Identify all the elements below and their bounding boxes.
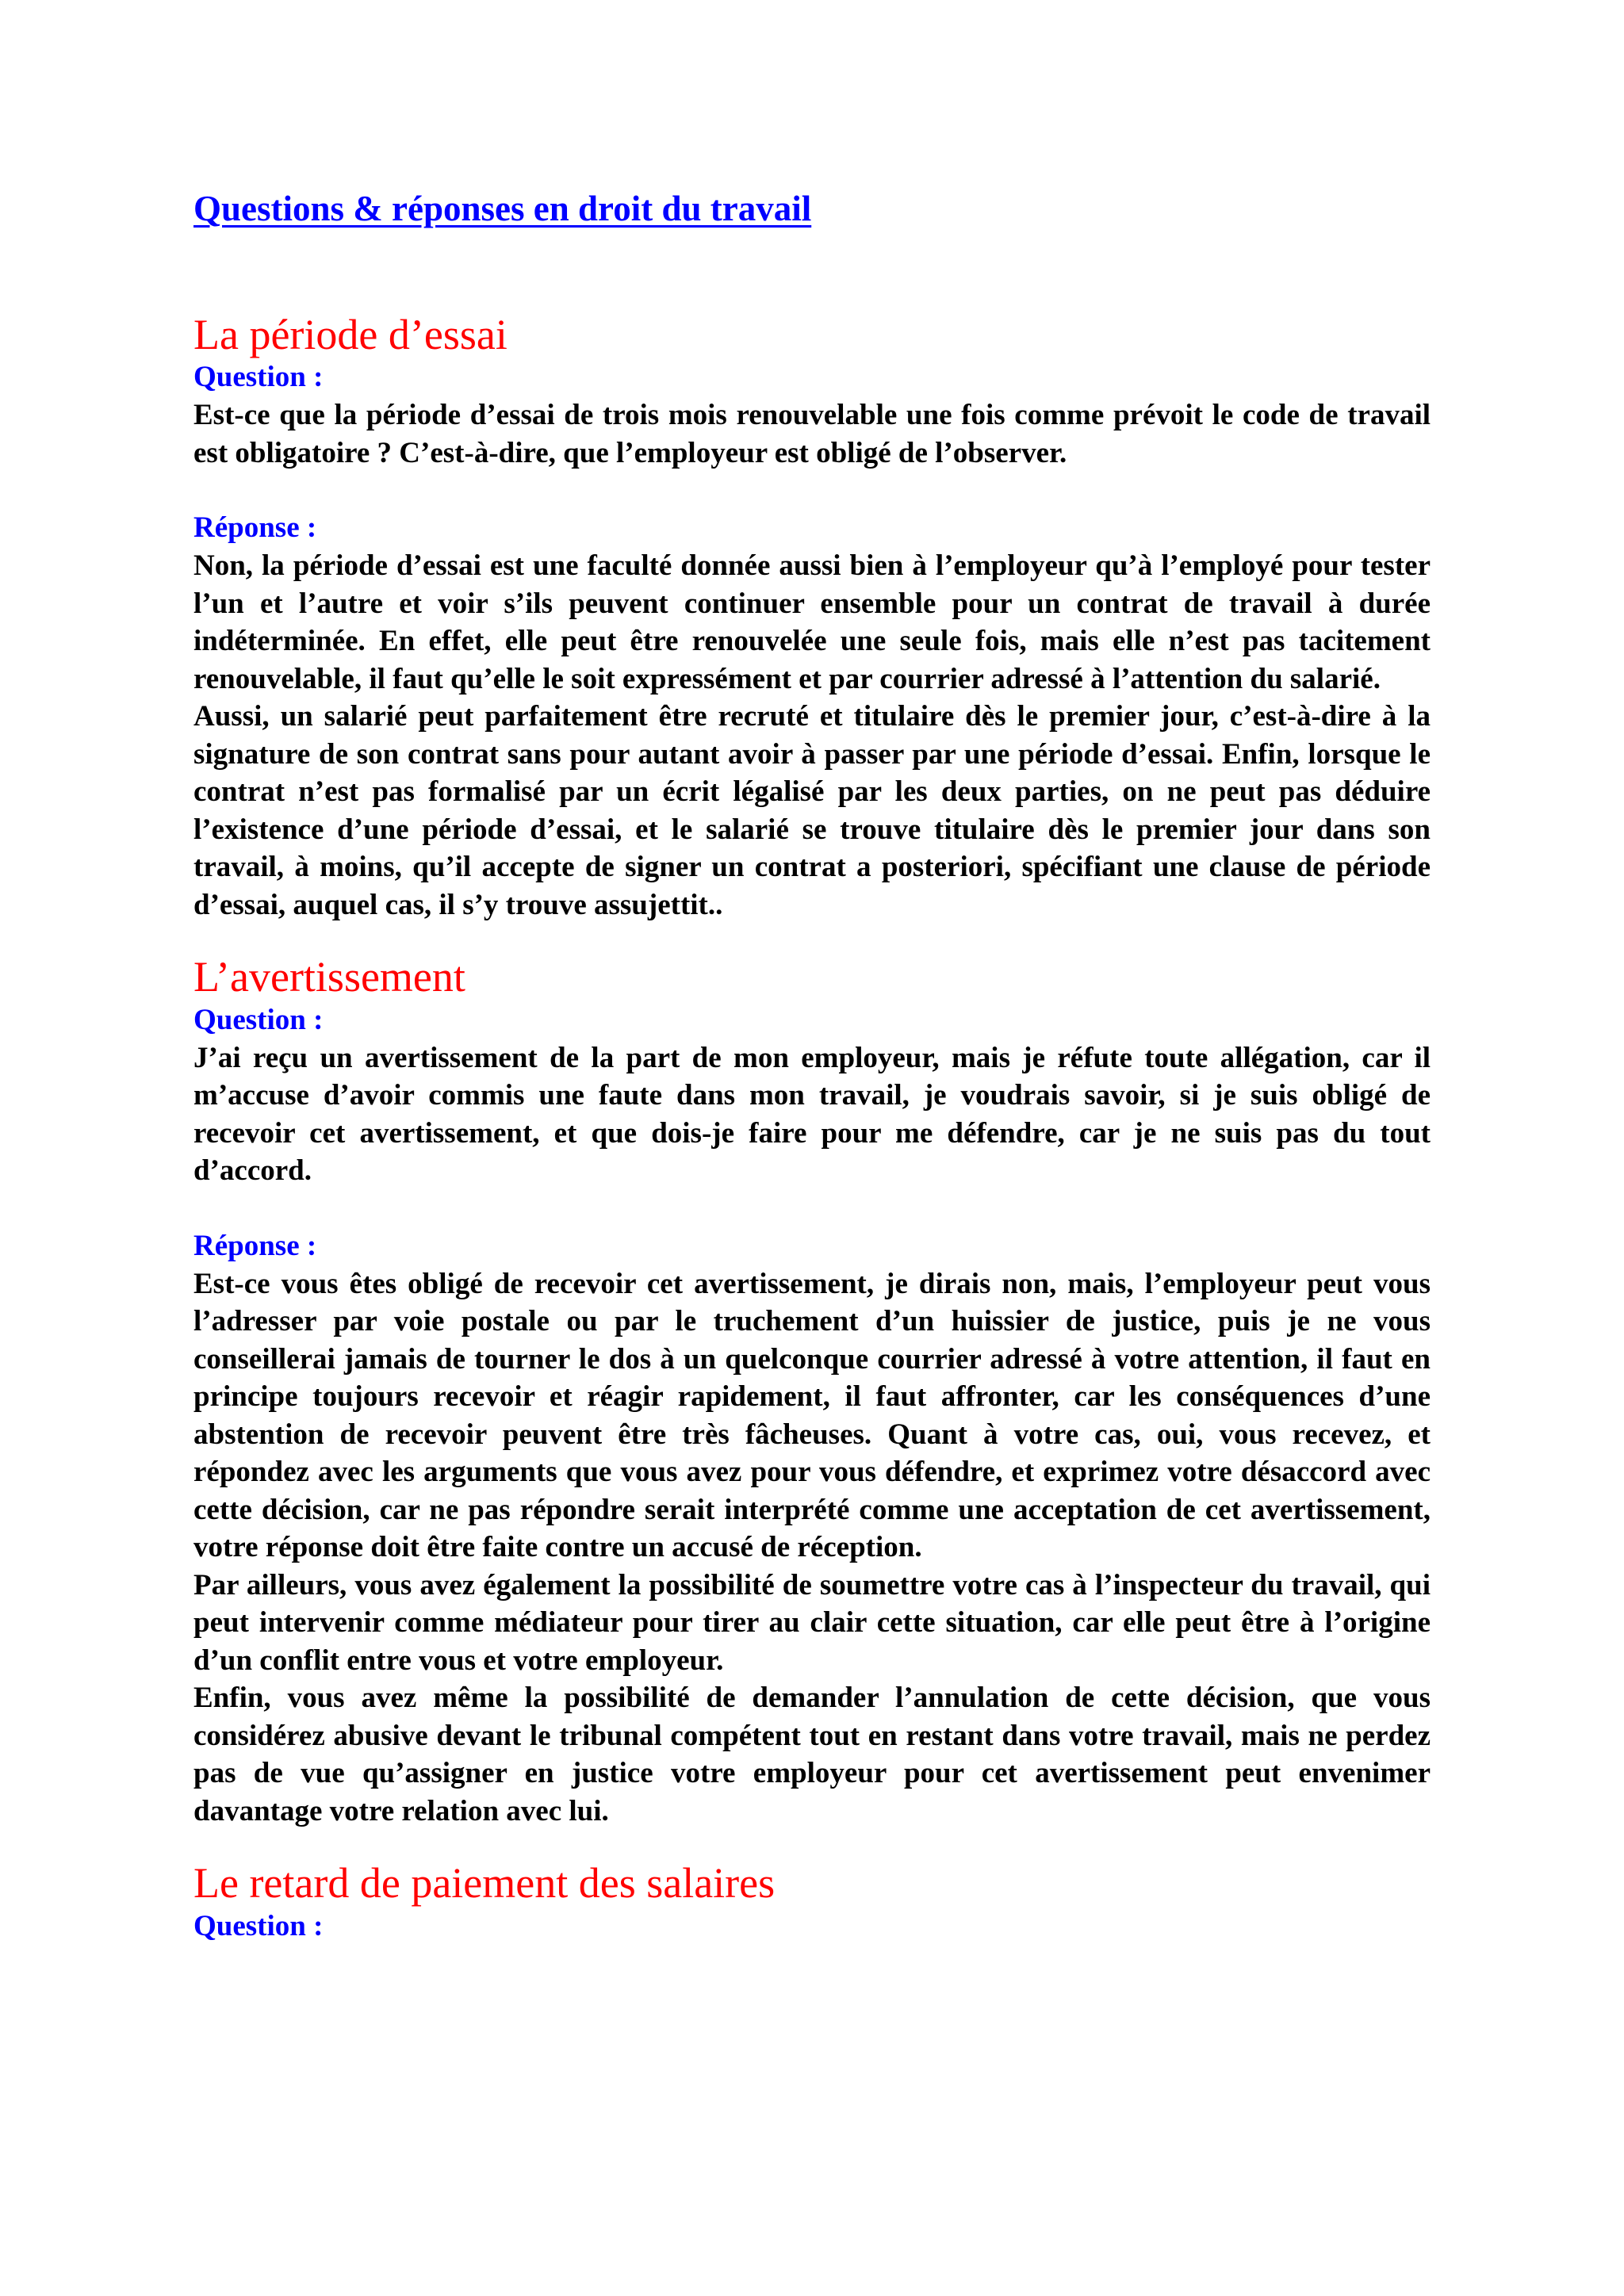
section-periode-essai <box>193 312 1431 924</box>
question-paragraph: J’ai reçu un avertissement de la part de mon employeur, mais je réfute toute allégation, car il m’accuse d’avoir commis une faute dans mon travail, je voudrais savoir, si je suis obligé de recevoir cet avertissement, et que dois-je faire pour me défendre, car je ne suis pas du tout d’accord. <box>193 1041 1431 1188</box>
question-label: Question : <box>193 361 324 394</box>
answer-paragraph: Est-ce vous êtes obligé de recevoir cet avertissement, je dirais non, mais, l’employeur peut vous l’adresser par voie postale ou par le truchement d’un huissier de justice, puis je ne vous conseillerai jamais de tourner le dos à un quelconque courrier adressé à votre attention, il faut en principe toujours recevoir et réagir rapidement, il faut affronter, car les conséquences d’une abstention de recevoir peuvent être très fâcheuses. Quant à votre cas, oui, vous recevez, et répondez avec les arguments que vous avez pour vous défendre, et exprimez votre désaccord avec cette décision, car ne pas répondre serait interprété comme une acceptation de cet avertissement, votre réponse doit être faite contre un accusé de réception. <box>193 1267 1431 1564</box>
document-title: Questions & réponses en droit du travail <box>193 189 812 228</box>
answer-label: Réponse : <box>193 511 317 545</box>
question-label: Question : <box>193 1909 324 1942</box>
section-retard-paiement <box>193 1860 1431 1945</box>
answer-paragraph: Non, la période d’essai est une faculté donnée aussi bien à l’employeur qu’à l’employé pour tester l’un et l’autre et voir s’ils peuvent continuer ensemble pour un contrat de travail à durée indéterminée. En effet, elle peut être renouvelée une seule fois, mais elle n’est pas tacitement renouvelable, il faut qu’elle le soit expressément et par courrier adressé à l’attention du salarié. <box>193 549 1431 695</box>
section-heading: L’avertissement <box>193 953 465 1001</box>
answer-paragraph: Enfin, vous avez même la possibilité de demander l’annulation de cette décision, que vous considérez abusive devant le tribunal compétent tout en restant dans votre travail, mais ne perdez pas de vue qu’assigner en justice votre employeur pour cet avertissement peut envenimer davantage votre relation avec lui. <box>193 1682 1431 1827</box>
section-heading: Le retard de paiement des salaires <box>193 1859 776 1908</box>
section-heading: La période d’essai <box>193 311 508 358</box>
question-label: Question : <box>193 1003 324 1036</box>
section-avertissement <box>193 954 1431 1830</box>
answer-paragraph: Par ailleurs, vous avez également la possibilité de soumettre votre cas à l’inspecteur du travail, qui peut intervenir comme médiateur pour tirer au clair cette situation, car elle peut être à l’origine d’un conflit entre vous et votre employeur. <box>193 1568 1431 1677</box>
document-page <box>193 187 1431 1946</box>
answer-paragraph: Aussi, un salarié peut parfaitement être recruté et titulaire dès le premier jour, c’est-à-dire à la signature de son contrat sans pour autant avoir à passer par une période d’essai. Enfin, lorsque le contrat n’est pas formalisé par un écrit légalisé par les deux parties, on ne peut pas déduire l’existence d’une période d’essai, et le salarié se trouve titulaire dès le premier jour dans son travail, à moins, qu’il accepte de signer un contrat a posteriori, spécifiant une clause de période d’essai, auquel cas, il s’y trouve assujettit.. <box>193 700 1431 921</box>
question-paragraph: Est-ce que la période d’essai de trois mois renouvelable une fois comme prévoit le code de travail est obligatoire ? C’est-à-dire, que l’employeur est obligé de l’observer. <box>193 399 1431 469</box>
answer-label: Réponse : <box>193 1229 317 1262</box>
